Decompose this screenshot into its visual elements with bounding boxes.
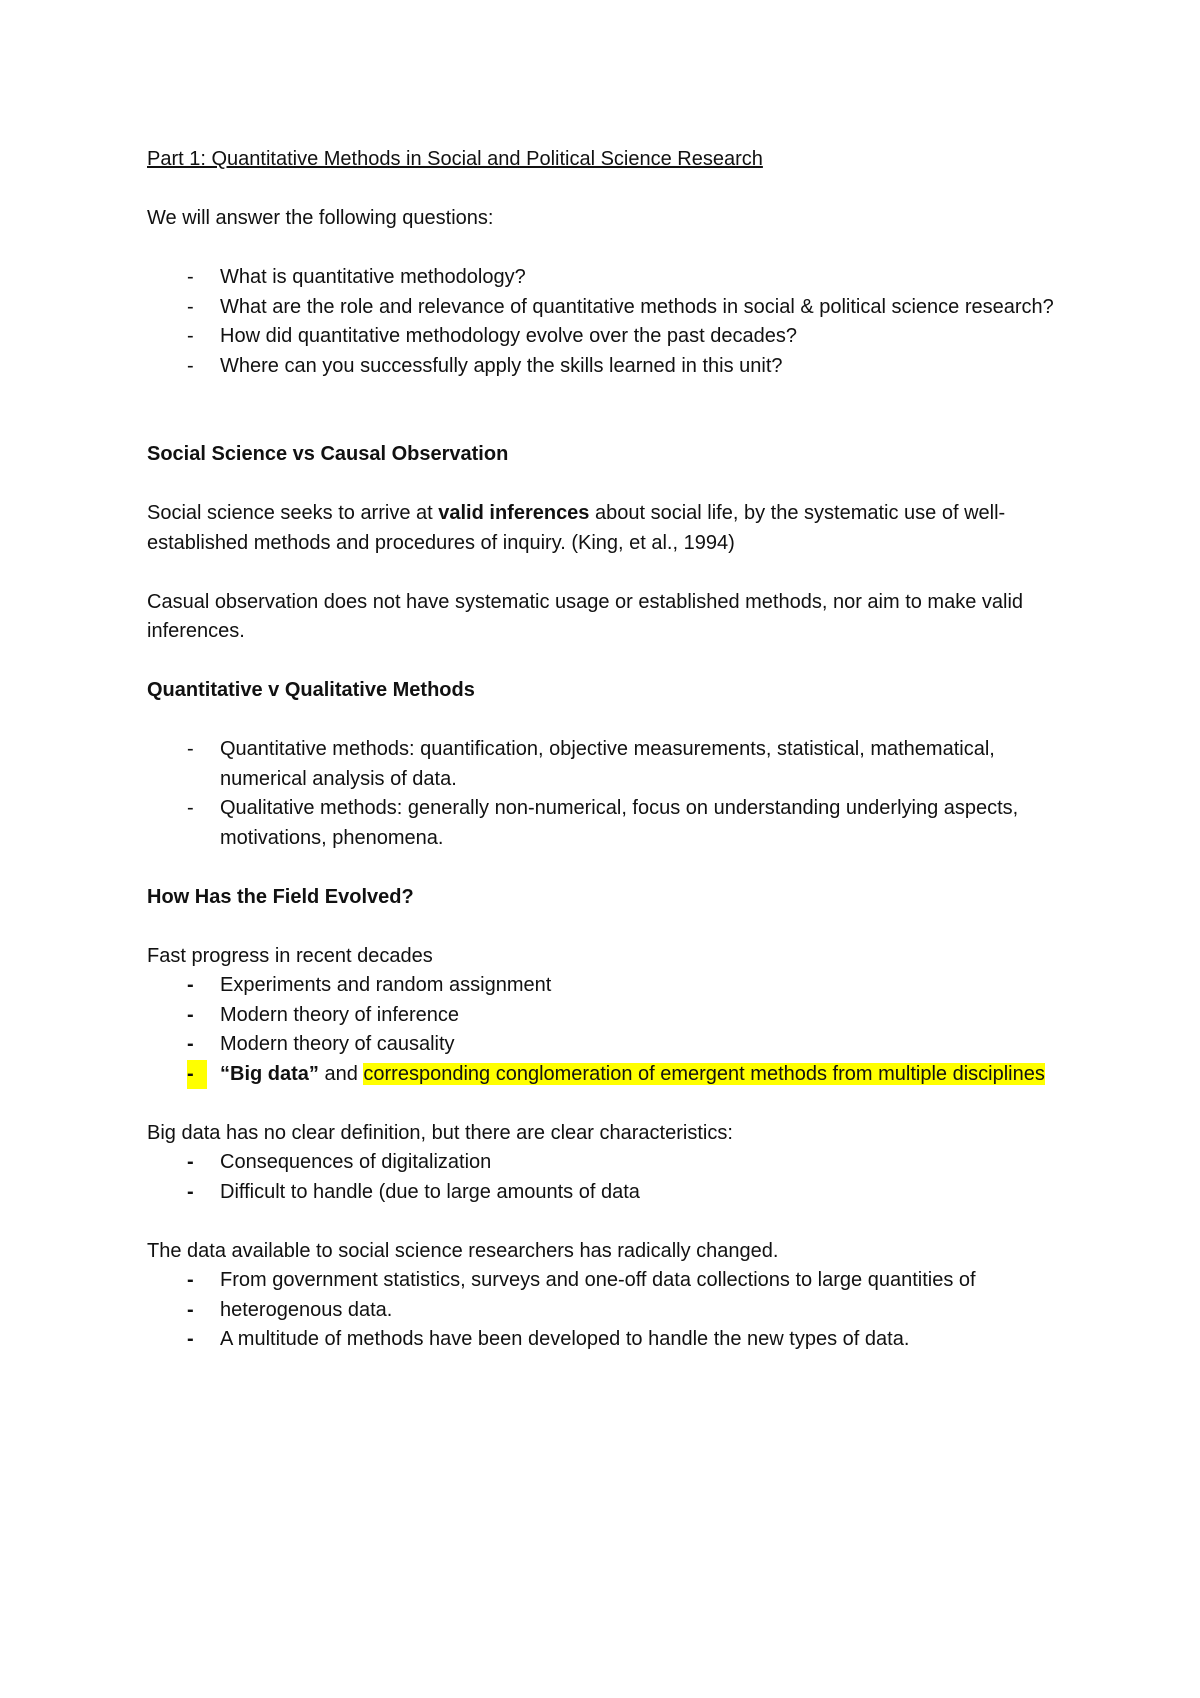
big-data-list [147,1148,1087,1207]
section-heading-social-science: Social Science vs Causal Observation [147,443,509,465]
dash-bullet: - [187,266,194,288]
intro-text: We will answer the following questions: [147,207,494,229]
progress-list [147,971,1087,1089]
lead-fast-progress: Fast progress in recent decades [147,944,433,967]
list-item-big-data: - “Big data” and corresponding conglomeration of emergent methods from multiple disciplines [147,1060,1087,1090]
highlighted-text: corresponding conglomeration of emergent methods from multiple disciplines [363,1062,1045,1085]
list-item: - How did quantitative methodology evolve over the past decades? [147,322,1087,352]
dash-bullet: - [187,1180,194,1203]
dash-bullet: - [187,354,194,377]
emphasis-big-data: “Big data” [220,1062,319,1085]
list-item: - Difficult to handle (due to large amounts of data [147,1178,1087,1208]
section-heading-quant-qual: Quantitative v Qualitative Methods [147,679,475,701]
list-item: - Qualitative methods: generally non-numerical, focus on understanding underlying aspects, motivations, phenomena. [147,794,1087,853]
section-heading-field-evolved: How Has the Field Evolved? [147,885,414,908]
dash-bullet: - [187,1003,194,1026]
paragraph-social-science: Social science seeks to arrive at valid inferences about social life, by the systematic use of well- established methods and procedures of inquiry. (King, et al., 1994) [147,502,1006,554]
dash-bullet: - [187,1151,194,1173]
list-item: - What is quantitative methodology? [147,263,1087,293]
dash-bullet: - [187,1328,194,1350]
list-item: - Experiments and random assignment [147,971,1087,1001]
questions-list [147,263,1087,381]
dash-bullet: - [187,738,194,760]
list-item: - Consequences of digitalization [147,1148,1087,1178]
dash-bullet: - [187,974,194,996]
dash-bullet: - [187,1060,207,1090]
list-item: - heterogenous data. [147,1296,1087,1326]
dash-bullet: - [187,797,194,819]
list-item: - Quantitative methods: quantification, objective measurements, statistical, mathematical, numerical analysis of data. [147,735,1087,794]
dash-bullet: - [187,1298,194,1321]
list-item: - A multitude of methods have been developed to handle the new types of data. [147,1325,1087,1355]
lead-big-data: Big data has no clear definition, but there are clear characteristics: [147,1121,733,1144]
list-item: - Modern theory of inference [147,1001,1087,1031]
methods-list [147,735,1087,853]
list-item: - From government statistics, surveys and one-off data collections to large quantities of [147,1266,1087,1296]
dash-bullet: - [187,1269,194,1291]
lead-data-changed: The data available to social science researchers has radically changed. [147,1239,779,1262]
page-title: Part 1: Quantitative Methods in Social and Political Science Research [147,148,763,170]
dash-bullet: - [187,295,194,318]
dash-bullet: - [187,325,194,347]
paragraph-casual-observation: Casual observation does not have systematic usage or established methods, nor aim to make valid inferences. [147,590,1024,642]
emphasis-valid-inferences: valid inferences [438,502,590,524]
data-changed-list [147,1266,1087,1355]
list-item: - Where can you successfully apply the skills learned in this unit? [147,352,1087,382]
dash-bullet: - [187,1033,194,1055]
list-item: - What are the role and relevance of quantitative methods in social & political science research? [147,293,1087,323]
document-body [147,145,1087,1355]
list-item: - Modern theory of causality [147,1030,1087,1060]
